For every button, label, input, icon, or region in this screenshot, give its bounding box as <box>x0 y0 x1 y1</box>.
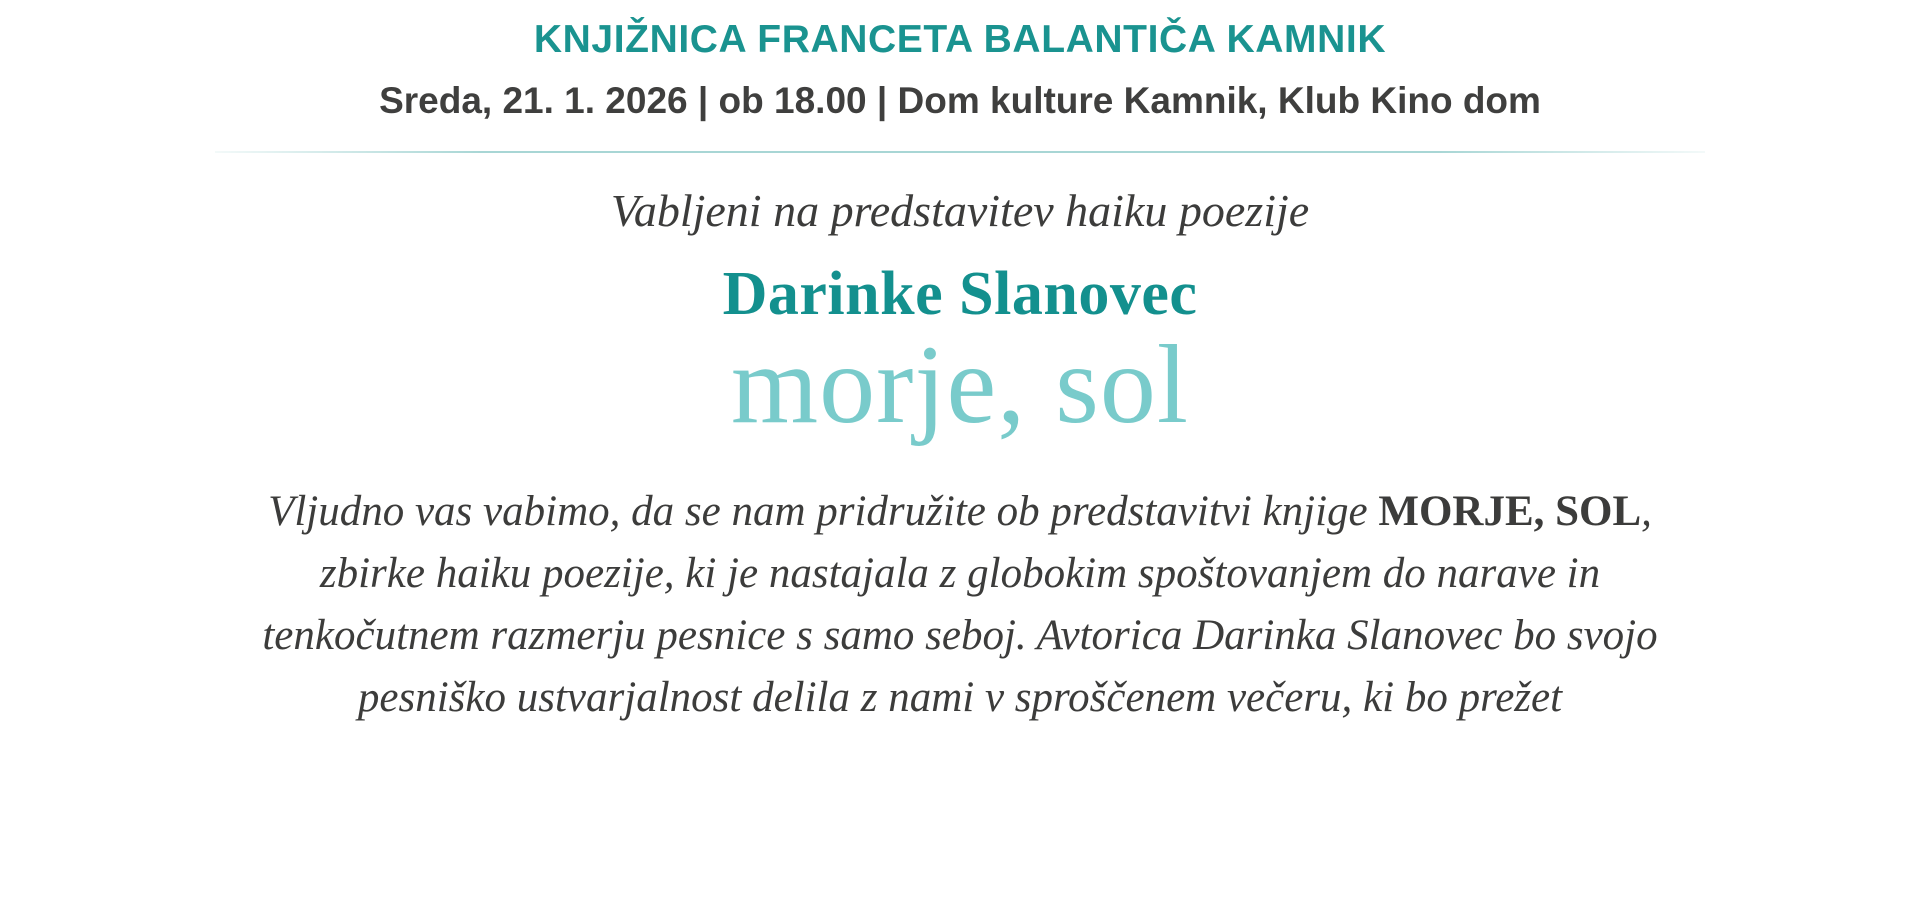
body-text-part-2: , zbirke haiku poezije, ki je nastajala z globokim spoštovanjem do narave in tenkočutnem razmerju pesnice s samo seboj. Avtorica Darinka Slanovec bo svojo pesniško ustvarjalnost delila z nami v sproščenem večeru, ki bo prežet <box>262 488 1658 721</box>
event-details: Sreda, 21. 1. 2026 | ob 18.00 | Dom kulture Kamnik, Klub Kino dom <box>379 79 1541 121</box>
organization-title: KNJIŽNICA FRANCETA BALANTIČA KAMNIK <box>533 18 1387 61</box>
right-margin-bar <box>1914 0 1920 900</box>
body-text-part-1: Vljudno vas vabimo, da se nam pridružite ob predstavitvi knjige <box>268 488 1379 536</box>
author-name: Darinke Slanovec <box>722 260 1198 329</box>
left-margin-bar <box>0 0 6 900</box>
poster-content <box>190 0 1730 729</box>
divider <box>215 151 1705 153</box>
book-title: morje, sol <box>731 323 1189 448</box>
body-paragraph <box>260 481 1660 729</box>
invitation-lead: Vabljeni na predstavitev haiku poezije <box>610 185 1310 237</box>
body-text-emphasis: MORJE, SOL <box>1378 488 1642 536</box>
